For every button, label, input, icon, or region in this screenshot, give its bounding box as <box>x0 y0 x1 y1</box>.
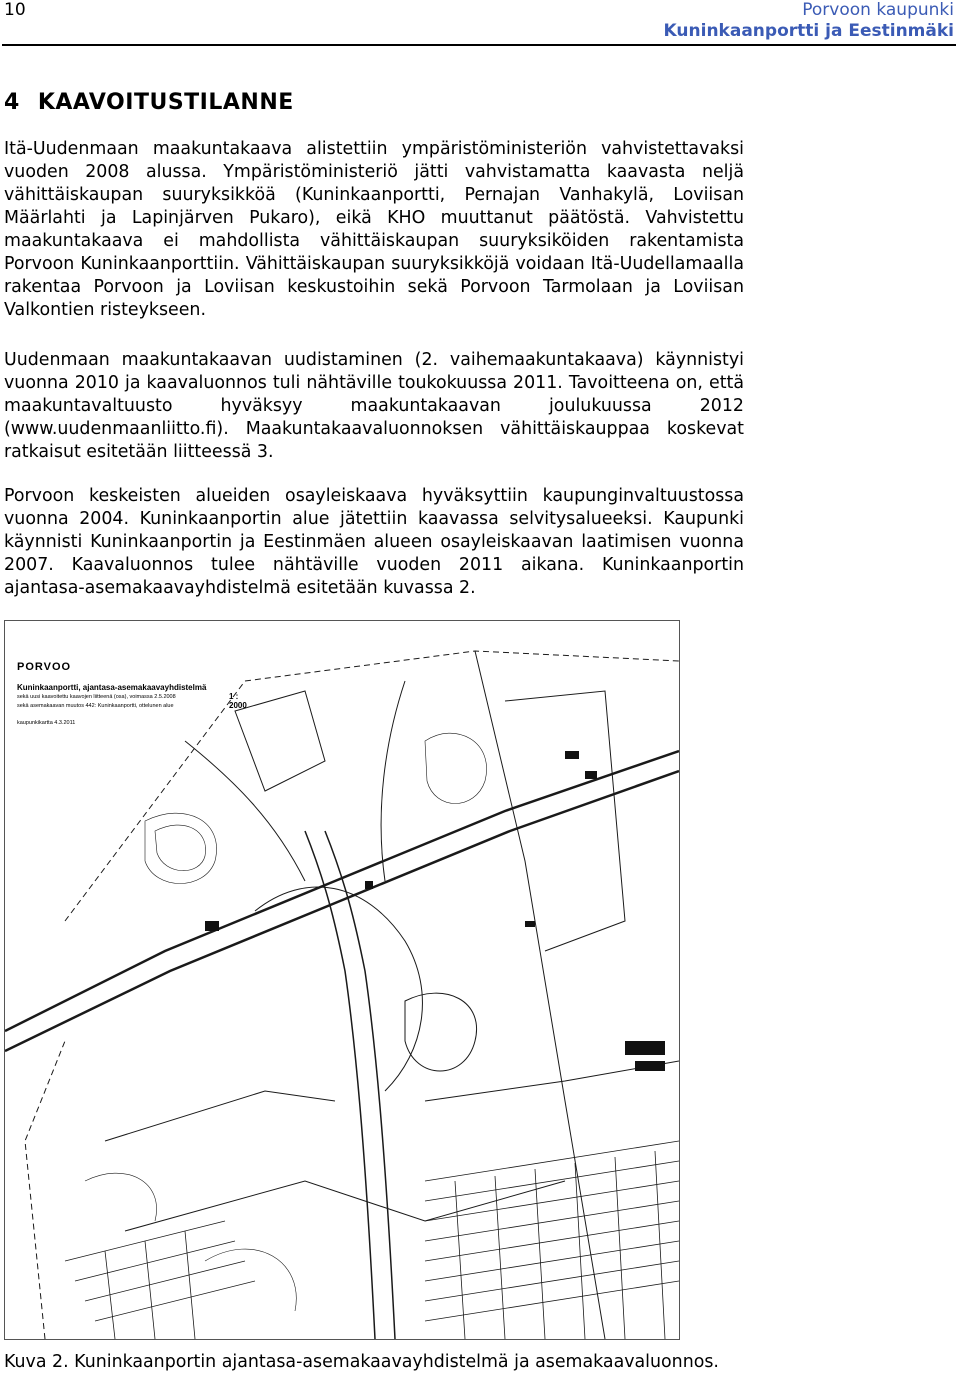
header-rule <box>2 44 956 46</box>
zoning-map-drawing <box>5 621 679 1339</box>
header-project: Kuninkaanportti ja Eestinmäki <box>663 21 954 41</box>
zoning-map-figure <box>4 620 680 1340</box>
map-note: sekä uusi kaavoitettu kaavojen liitteenä (osa), voimassa 2.5.2008 <box>17 694 176 700</box>
section-heading <box>4 90 294 115</box>
figure-caption: Kuva 2. Kuninkaanportin ajantasa-asemakaavayhdistelmä ja asemakaavaluonnos. <box>4 1352 719 1372</box>
paragraph-regional-plan: Itä-Uudenmaan maakuntakaava alistettiin ympäristöministeriön vahvistettavaksi vuoden 2008 alussa. Ympäristöministeriö jätti vahvistamatta kaavasta neljä vähittäiskaupan suuryksikköä (Kuninkaanportti, Pernajan Vanhakylä, Loviisan Määrlahti ja Lapinjärven Pukaro), eikä KHO muuttanut päätöstä. Vahvistettu maakuntakaava ei mahdollista vähittäiskaupan suuryksiköiden rakentamista Porvoon Kuninkaanporttiin. Vähittäiskaupan suuryksikköjä voidaan Itä-Uudellamaalla rakentaa Porvoon ja Loviisan keskustoihin sekä Porvoon Tarmolaan ja Loviisan Valkontien risteykseen. <box>4 139 744 320</box>
section-number: 4 <box>4 90 20 115</box>
running-header <box>664 0 954 42</box>
map-date: kaupunkikartta 4.3.2011 <box>17 720 76 726</box>
header-organization: Porvoon kaupunki <box>802 0 954 20</box>
page-number: 10 <box>4 0 26 20</box>
paragraph-plan-renewal: Uudenmaan maakuntakaavan uudistaminen (2. vaihemaakuntakaava) käynnistyi vuonna 2010 ja kaavaluonnos tuli nähtäville toukokuussa 2011. Tavoitteena on, että maakuntavaltuusto hyväksyy maakuntakaavan joulukuussa 2012 (www.uudenmaanliitto.fi). Maakuntakaavaluonnoksen vähittäiskauppaa koskevat ratkaisut esitetään liitteessä 3. <box>4 350 744 462</box>
paragraph-master-plan: Porvoon keskeisten alueiden osayleiskaava hyväksyttiin kaupunginvaltuustossa vuonna 2004. Kuninkaanportin alue jätettiin kaavassa selvitysalueeksi. Kaupunki käynnisti Kuninkaanportin ja Eestinmäen alueen osayleiskaavan laatimisen vuonna 2007. Kaavaluonnos tulee nähtäville vuoden 2011 aikana. Kuninkaanportin ajantasa-asemakaavayhdistelmä esitetään kuvassa 2. <box>4 486 744 598</box>
map-note: sekä asemakaavan muutos 442: Kuninkaanportti, ottelunen alue <box>17 703 174 709</box>
section-title: KAAVOITUSTILANNE <box>37 90 294 115</box>
map-legend <box>17 661 247 726</box>
map-title: Kuninkaanportti, ajantasa-asemakaavayhdistelmä <box>17 683 207 692</box>
map-scale: 1 : 2000 <box>229 692 247 710</box>
map-place-label: PORVOO <box>17 661 72 673</box>
